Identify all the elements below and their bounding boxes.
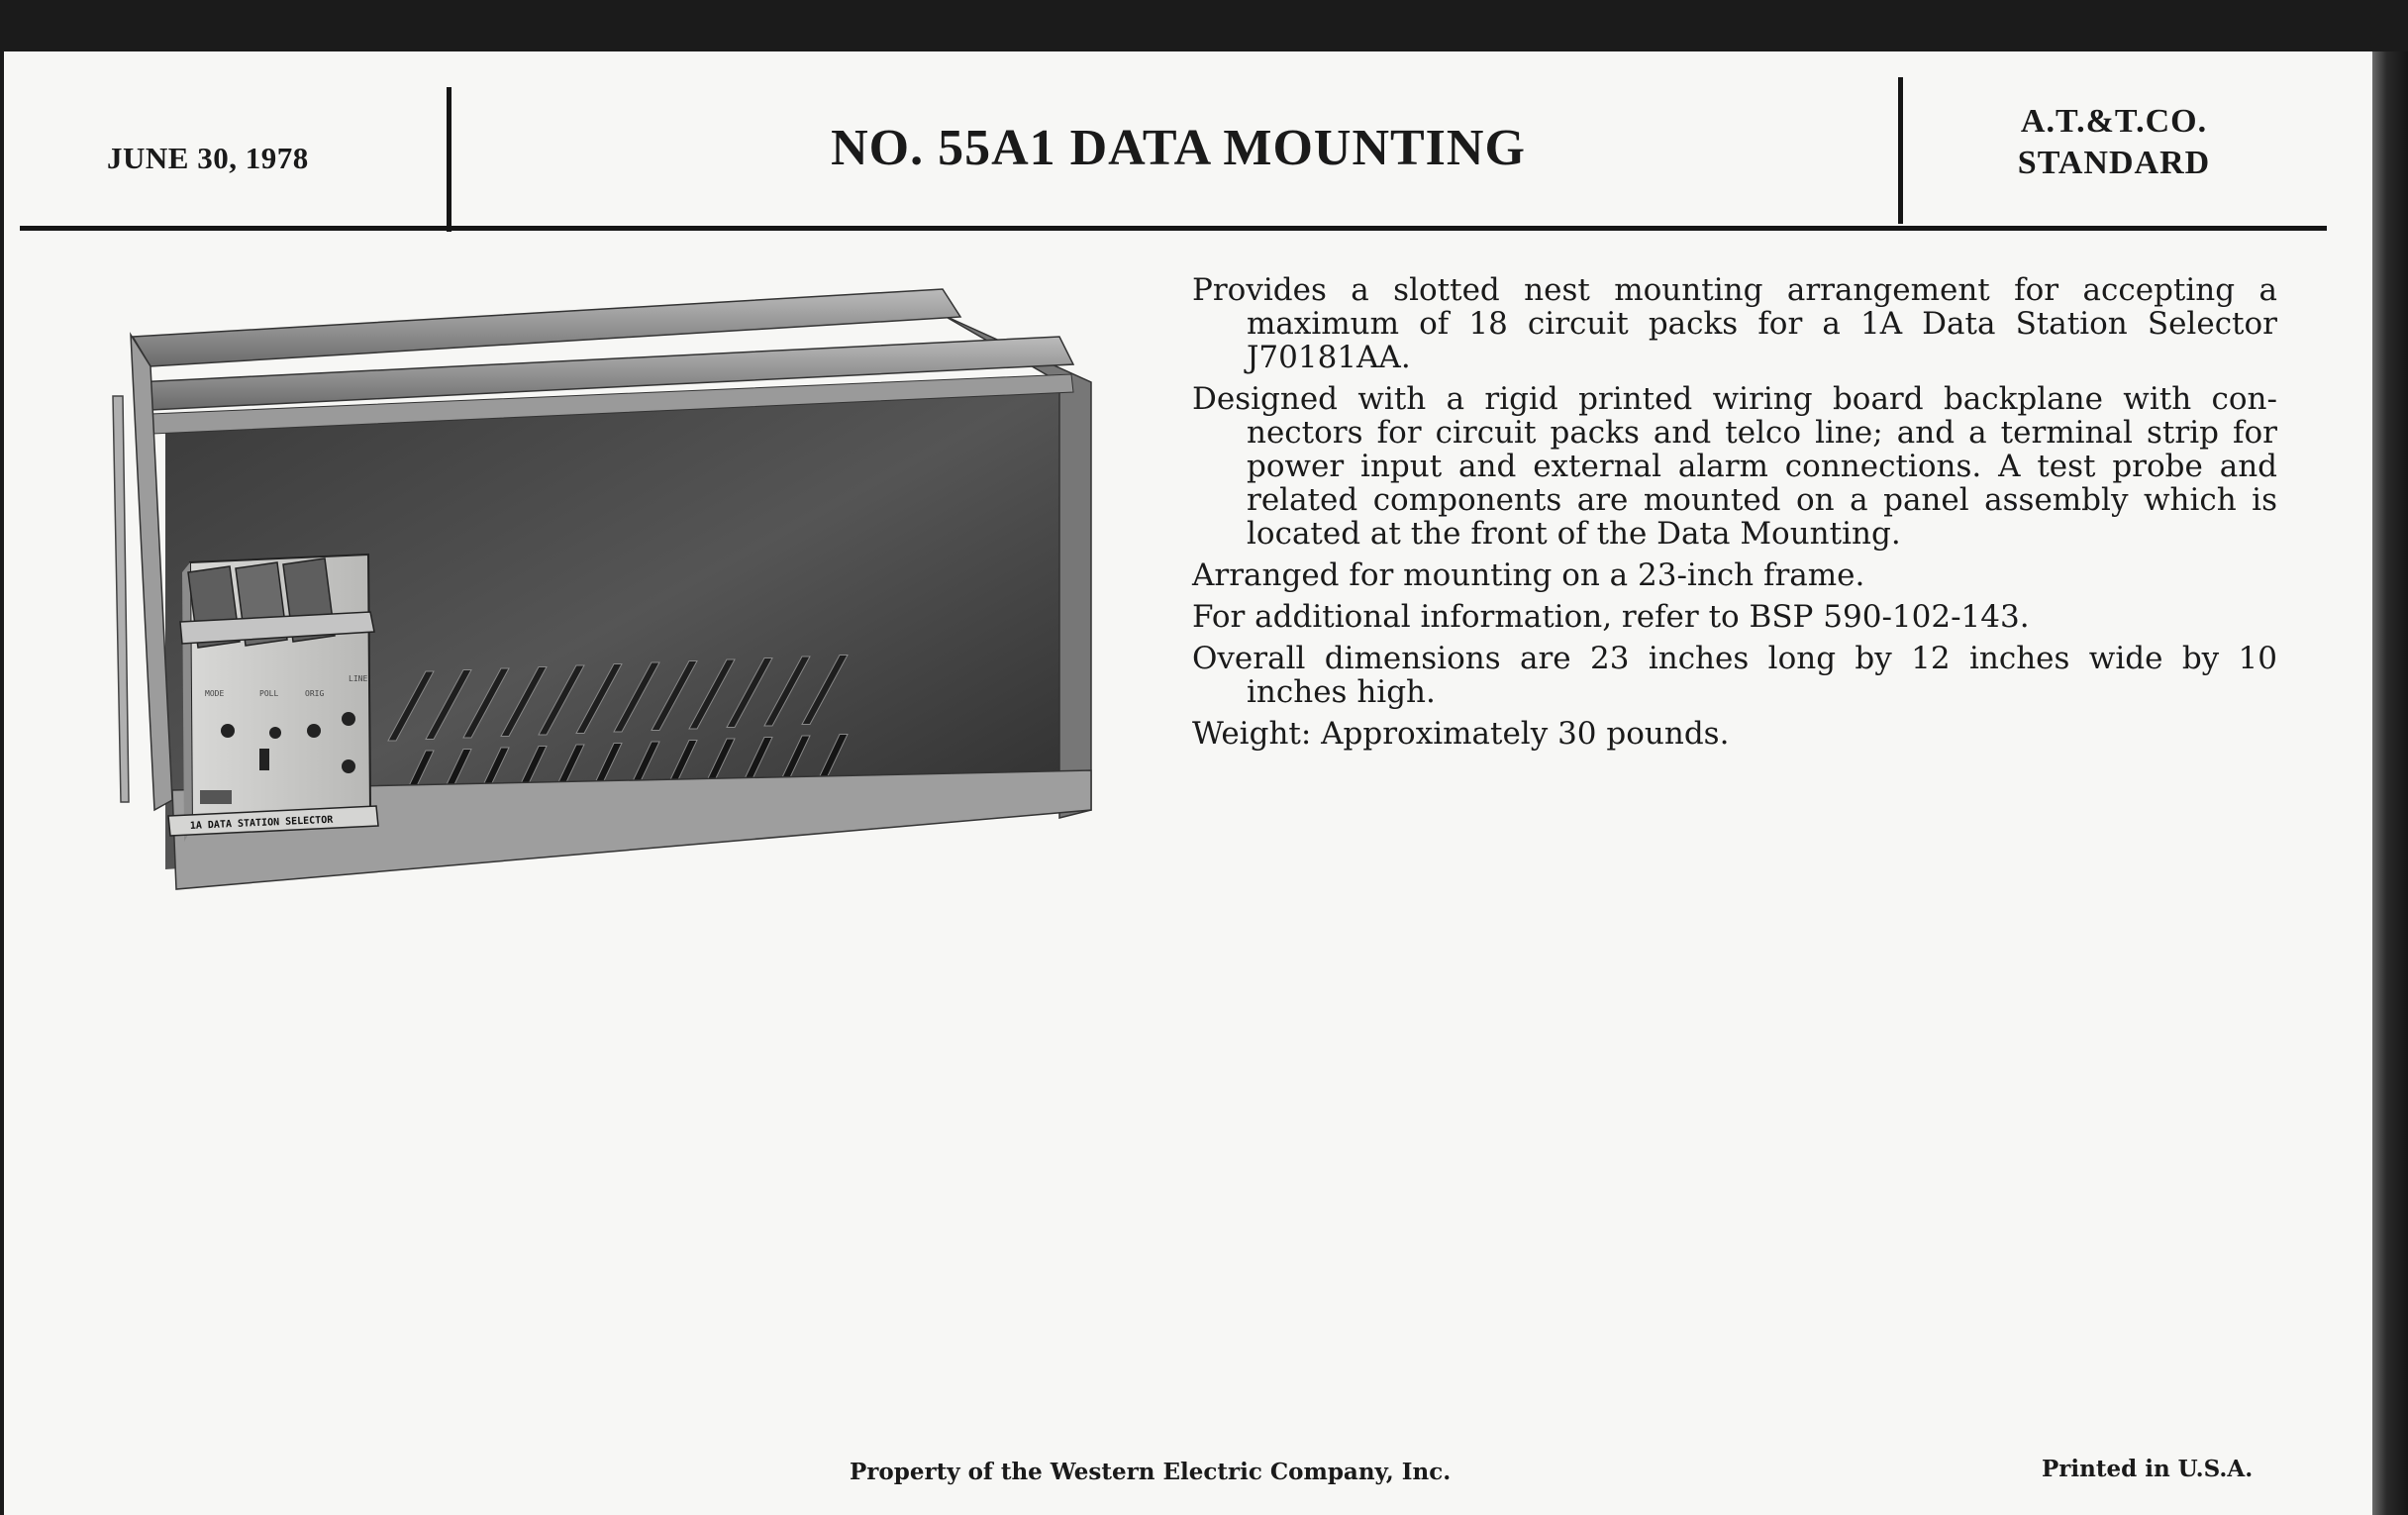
- issue-date: JUNE 30, 1978: [107, 141, 309, 175]
- header-divider-left: [447, 87, 452, 232]
- print-notice: Printed in U.S.A.: [2042, 1456, 2254, 1482]
- desc-para-2: Designed with a rigid printed wiring board backplane with con-nectors for circuit packs and telco line; and a terminal strip for power input and external alarm connections. A test probe and related components are mounted on a panel assembly which is located at the front of the Data Mounting.: [1192, 381, 2277, 552]
- scan-edge: [2372, 51, 2408, 1515]
- header-rule: [20, 226, 2327, 231]
- svg-text:POLL: POLL: [259, 689, 279, 698]
- standard-line-2: STANDARD: [2017, 145, 2211, 181]
- header-divider-right: [1898, 77, 1903, 224]
- standard-line-1: A.T.&T.CO.: [2020, 103, 2208, 140]
- desc-para-6: Weight: Approximately 30 pounds.: [1192, 716, 1730, 752]
- svg-text:LINE: LINE: [349, 674, 368, 683]
- property-notice: Property of the Western Electric Company, Inc.: [850, 1459, 1452, 1485]
- desc-para-1: Provides a slotted nest mounting arrangement for accepting a maximum of 18 circuit packs for a 1A Data Station Selector J70181AA.: [1192, 272, 2277, 375]
- description: [1192, 273, 2277, 758]
- desc-para-5: Overall dimensions are 23 inches long by 12 inches wide by 10 inches high.: [1192, 641, 2277, 710]
- data-mounting-photo: [111, 275, 1106, 909]
- page-title: NO. 55A1 DATA MOUNTING: [831, 120, 1526, 176]
- desc-para-4: For additional information, refer to BSP 590-102-143.: [1192, 599, 2030, 635]
- standard-mark: [1911, 101, 2317, 184]
- svg-text:ORIG: ORIG: [305, 689, 325, 698]
- svg-text:MODE: MODE: [205, 689, 225, 698]
- desc-para-3: Arranged for mounting on a 23-inch frame.: [1192, 557, 1865, 593]
- photo-panel-label: 1A DATA STATION SELECTOR: [189, 814, 334, 832]
